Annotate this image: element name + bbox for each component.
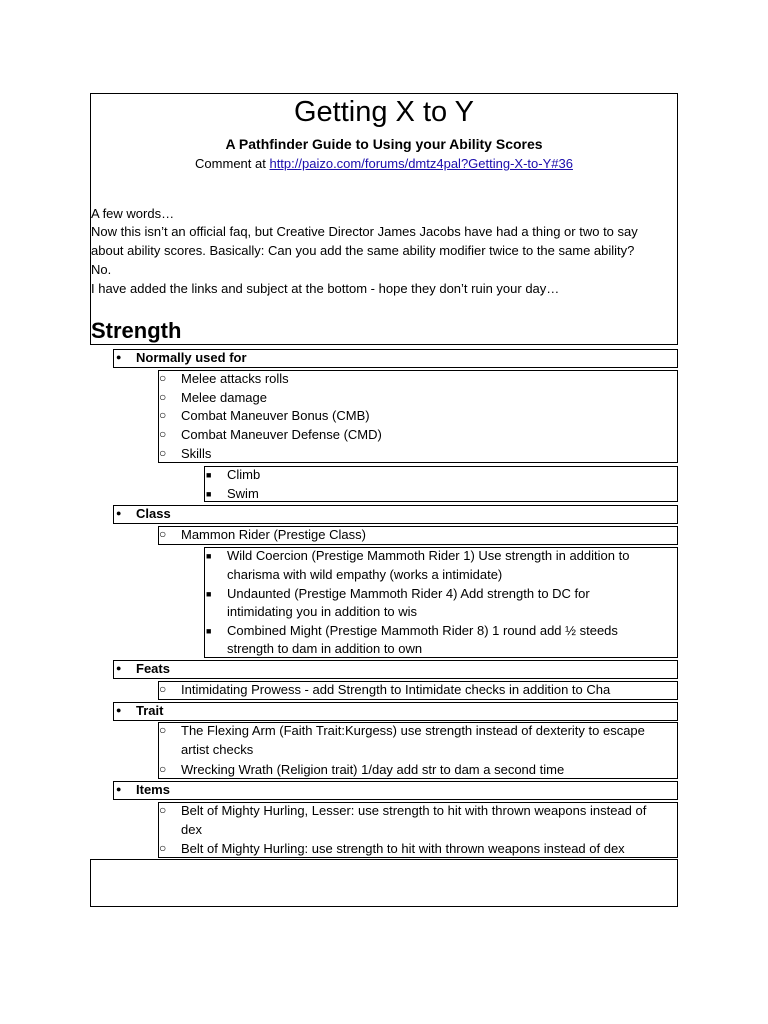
circle-bullet-icon: ○ [159,803,167,817]
bullet-icon: ● [116,508,122,518]
group-class-box [113,505,678,524]
list-item: Melee attacks rolls [181,371,289,386]
circle-bullet-icon: ○ [159,408,167,422]
list-item: Skills [181,446,212,461]
circle-bullet-icon: ○ [159,762,167,776]
group-label-normally: Normally used for [136,350,247,365]
list-item: Undaunted (Prestige Mammoth Rider 4) Add strength to DC for [227,586,590,601]
circle-bullet-icon: ○ [159,723,167,737]
group-label-items: Items [136,782,170,797]
forum-link[interactable]: http://paizo.com/forums/dmtz4pal?Getting-X-to-Y#36 [269,156,573,171]
list-item-continued: charisma with wild empathy (works a intimidate) [227,567,503,582]
list-item: The Flexing Arm (Faith Trait:Kurgess) use strength instead of dexterity to escape [181,723,645,738]
group-label-trait: Trait [136,703,164,718]
list-item: Swim [227,486,259,501]
square-bullet-icon: ■ [206,489,212,499]
comment-prefix: Comment at [195,156,270,171]
skills-box [204,466,678,502]
list-item: Intimidating Prowess - add Strength to Intimidate checks in addition to Cha [181,682,611,697]
circle-bullet-icon: ○ [159,527,167,541]
empty-footer-box [90,859,678,907]
circle-bullet-icon: ○ [159,682,167,696]
bullet-icon: ● [116,663,122,673]
group-feats-box [113,660,678,679]
bullet-icon: ● [116,784,122,794]
list-item: Combined Might (Prestige Mammoth Rider 8) 1 round add ½ steeds [227,623,618,638]
circle-bullet-icon: ○ [159,446,167,460]
comment-line [90,155,678,173]
list-item: Belt of Mighty Hurling, Lesser: use strength to hit with thrown weapons instead of [181,803,647,818]
group-items-box [113,781,678,800]
list-item: Wrecking Wrath (Religion trait) 1/day add str to dam a second time [181,762,565,777]
square-bullet-icon: ■ [206,626,212,636]
square-bullet-icon: ■ [206,470,212,480]
circle-bullet-icon: ○ [159,371,167,385]
bullet-icon: ● [116,705,122,715]
circle-bullet-icon: ○ [159,841,167,855]
group-label-feats: Feats [136,661,170,676]
page-title: Getting X to Y [293,96,475,128]
header-box [90,93,678,345]
list-item-continued: dex [181,822,202,837]
list-item: Combat Maneuver Defense (CMD) [181,427,382,442]
intro-line: Now this isn’t an official faq, but Creative Director James Jacobs have had a thing or two to say [91,224,638,239]
bullet-icon: ● [116,352,122,362]
list-item: Climb [227,467,261,482]
circle-bullet-icon: ○ [159,427,167,441]
page-subtitle: A Pathfinder Guide to Using your Ability Scores [225,136,543,152]
list-item-continued: intimidating you in addition to wis [227,604,418,619]
section-heading: Strength [91,318,182,343]
circle-bullet-icon: ○ [159,390,167,404]
intro-line: I have added the links and subject at the bottom - hope they don’t ruin your day… [91,281,560,296]
square-bullet-icon: ■ [206,589,212,599]
list-item: Mammon Rider (Prestige Class) [181,527,366,542]
intro-line: about ability scores. Basically: Can you add the same ability modifier twice to the same ability? [91,243,635,258]
intro-line: No. [91,262,112,277]
list-item: Combat Maneuver Bonus (CMB) [181,408,370,423]
group-label-class: Class [136,506,171,521]
list-item: Wild Coercion (Prestige Mammoth Rider 1) Use strength in addition to [227,548,630,563]
list-item: Melee damage [181,390,267,405]
square-bullet-icon: ■ [206,551,212,561]
list-item-continued: strength to dam in addition to own [227,641,423,656]
group-trait-box [113,702,678,721]
intro-line: A few words… [91,206,175,221]
list-item-continued: artist checks [181,742,254,757]
list-item: Belt of Mighty Hurling: use strength to hit with thrown weapons instead of dex [181,841,625,856]
